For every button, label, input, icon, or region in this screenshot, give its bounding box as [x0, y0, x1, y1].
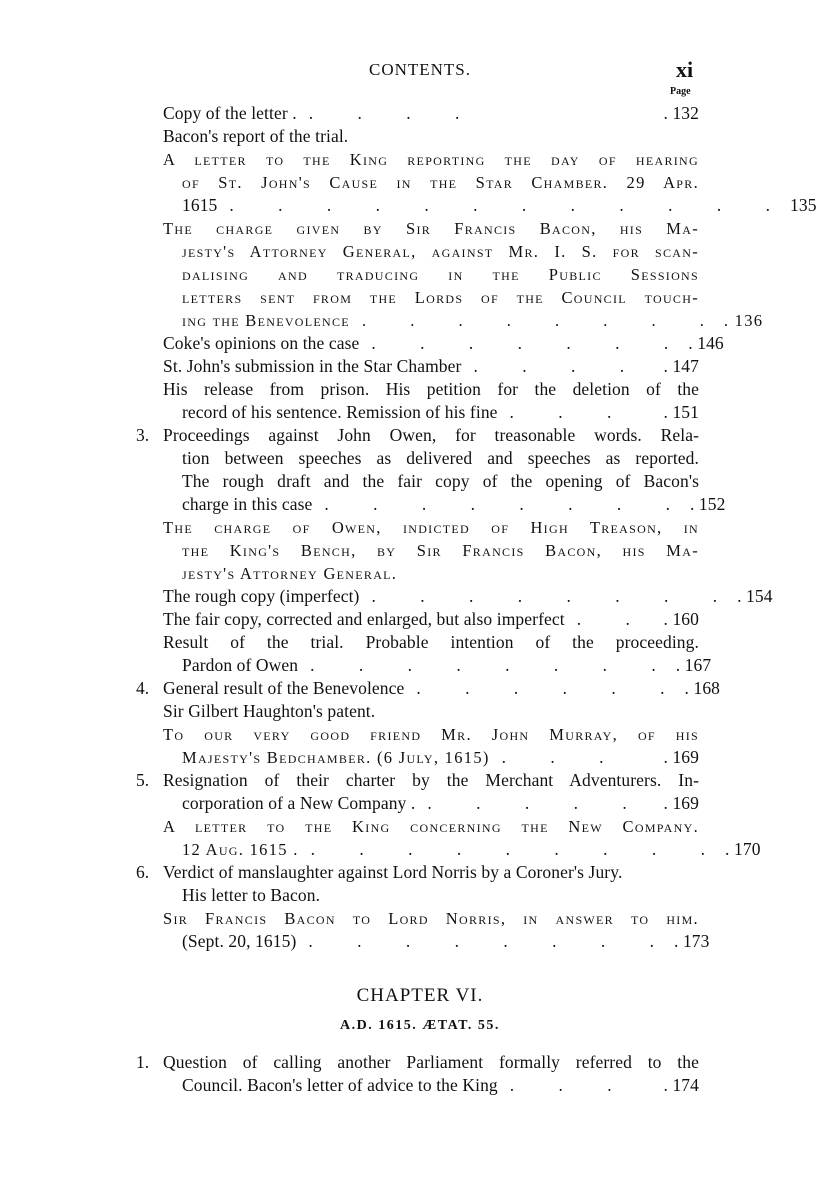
toc-entry: charge in this case . . . . . . . . . 152 [182, 494, 726, 514]
section-number: 3. [136, 425, 150, 445]
running-header-title: CONTENTS. [368, 60, 472, 79]
toc-entry: Sir Gilbert Haughton's patent. [163, 701, 376, 721]
toc-entry: The rough copy (imperfect) . . . . . . . . . 154 [163, 586, 773, 606]
section-number: 4. [136, 678, 150, 698]
toc-entry: Result of the trial. Probable intention of the proceeding. [163, 632, 699, 652]
section-number: 5. [136, 770, 150, 790]
toc-entry: 1615 . . . . . . . . . . . . 135 [182, 195, 817, 215]
toc-entry: corporation of a New Company . . . . . . . 169 [182, 793, 699, 813]
toc-entry: (Sept. 20, 1615) . . . . . . . . . 173 [182, 931, 710, 951]
toc-entry-letter-title: A letter to the King concerning the New Company. [163, 817, 699, 836]
toc-entry: record of his sentence. Remission of his fine . . . . 151 [182, 402, 699, 422]
section-number: 1. [136, 1052, 150, 1072]
toc-entry-charge-title: dalising and traducing in the Public Sessions [182, 265, 699, 284]
toc-entry: The rough draft and the fair copy of the opening of Bacon's [182, 471, 699, 491]
toc-entry: General result of the Benevolence . . . . . . . 168 [163, 678, 721, 698]
toc-entry: Bacon's report of the trial. [163, 126, 349, 146]
toc-entry-letter-title: A letter to the King reporting the day of hearing [163, 150, 699, 169]
toc-entry: ing the Benevolence . . . . . . . . . 136 [182, 311, 764, 330]
toc-entry-charge-title: The charge of Owen, indicted of High Treason, in [163, 518, 699, 537]
toc-entry: His release from prison. His petition for the deletion of the [163, 379, 699, 399]
toc-entry: Coke's opinions on the case . . . . . . . . 146 [163, 333, 724, 353]
toc-entry-charge-title: jesty's Attorney General, against Mr. I. S. for scan- [182, 242, 699, 261]
section-number: 6. [136, 862, 150, 882]
chapter-subtitle: A.D. 1615. ÆTAT. 55. [340, 1018, 500, 1033]
toc-entry: Resignation of their charter by the Merchant Adventurers. In- [163, 770, 699, 790]
page-column-label: Page [670, 86, 691, 97]
toc-entry: Pardon of Owen . . . . . . . . . 167 [182, 655, 712, 675]
toc-entry: Council. Bacon's letter of advice to the King . . . . 174 [182, 1075, 699, 1095]
toc-entry: St. John's submission in the Star Chamber . . . . . 147 [163, 356, 699, 376]
toc-entry-charge-title: the King's Bench, by Sir Francis Bacon, his Ma- [182, 541, 699, 560]
roman-page-number: xi [676, 57, 694, 82]
toc-entry: Proceedings against John Owen, for treasonable words. Rela- [163, 425, 699, 445]
toc-entry-charge-title: jesty's Attorney General. [182, 564, 398, 583]
toc-entry-charge-title: The charge given by Sir Francis Bacon, his Ma- [163, 219, 699, 238]
toc-entry-letter-title: To our very good friend Mr. John Murray, of his [163, 725, 699, 744]
toc-entry: His letter to Bacon. [182, 885, 321, 905]
toc-entry: Copy of the letter . . . . . . 132 [163, 103, 699, 123]
toc-entry: Question of calling another Parliament formally referred to the [163, 1052, 699, 1072]
chapter-title: CHAPTER VI. [356, 985, 484, 1006]
toc-entry-letter-title: of St. John's Cause in the Star Chamber. 29 Apr. [182, 173, 699, 192]
toc-entry: The fair copy, corrected and enlarged, but also imperfect . . . 160 [163, 609, 699, 629]
toc-entry: Majesty's Bedchamber. (6 July, 1615) . . . . 169 [182, 747, 699, 767]
toc-entry-letter-title: Sir Francis Bacon to Lord Norris, in answer to him. [163, 909, 699, 928]
toc-entry: 12 Aug. 1615 . . . . . . . . . . . 170 [182, 839, 761, 859]
toc-entry: tion between speeches as delivered and speeches as reported. [182, 448, 699, 468]
toc-entry-charge-title: letters sent from the Lords of the Council touch- [182, 288, 699, 307]
toc-entry: Verdict of manslaughter against Lord Norris by a Coroner's Jury. [163, 862, 623, 882]
